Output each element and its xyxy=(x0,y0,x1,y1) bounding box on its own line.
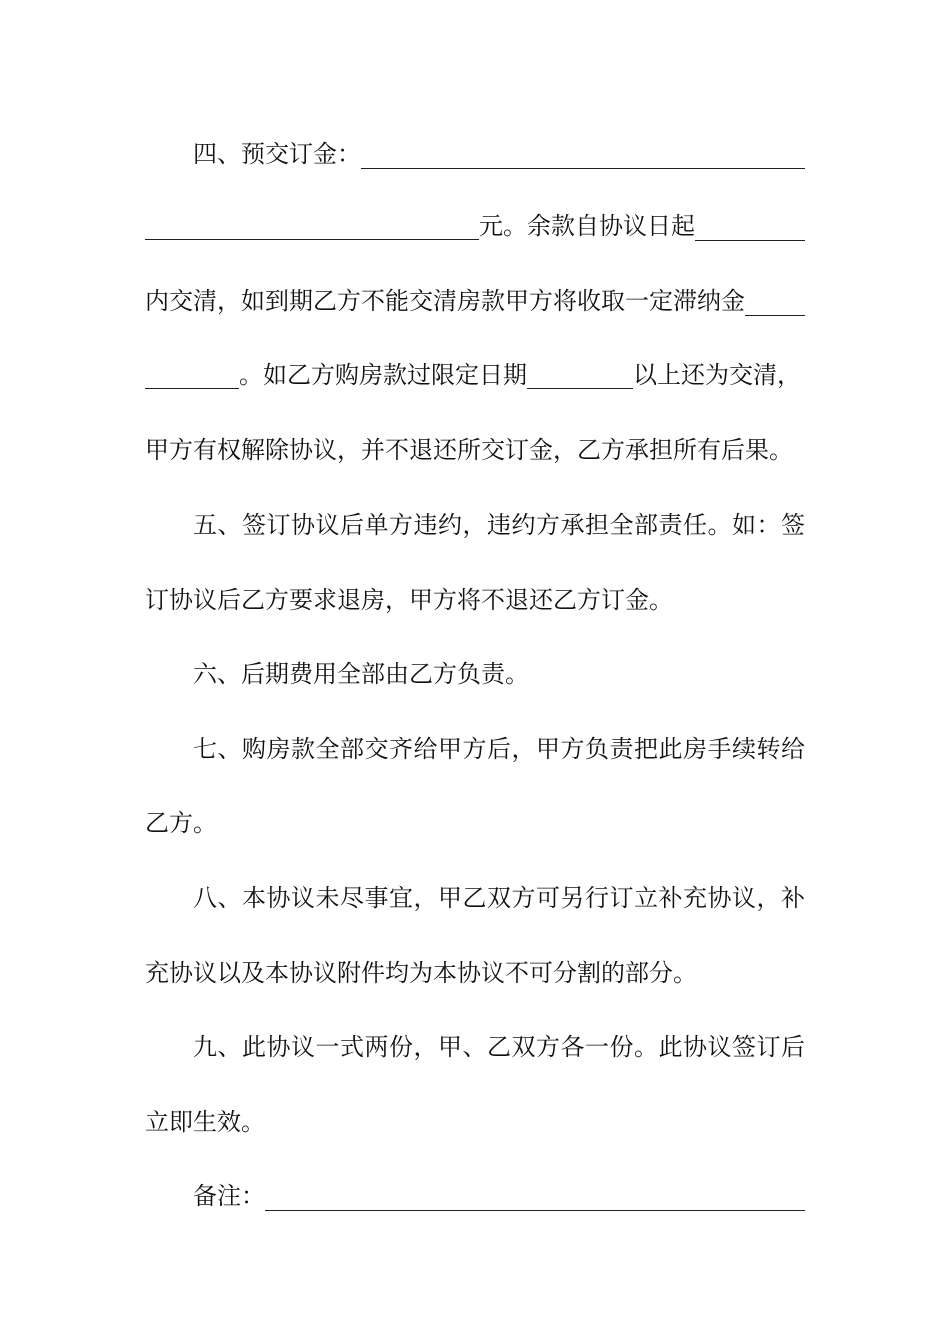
clause4-line1 xyxy=(193,134,805,174)
clause4-line5: 甲方有权解除协议，并不退还所交订金，乙方承担所有后果。 xyxy=(145,436,793,464)
clause4-line4 xyxy=(145,355,805,395)
clause4-line3-text: 内交清，如到期乙方不能交清房款甲方将收取一定滞纳金 xyxy=(145,287,745,315)
clause6-line1: 六、后期费用全部由乙方负责。 xyxy=(193,660,529,688)
clause4-line4b-text: 以上还为交清， xyxy=(633,361,801,389)
deposit-amount-blank-2[interactable] xyxy=(145,217,479,240)
remarks-label: 备注： xyxy=(193,1182,265,1210)
late-fee-blank[interactable] xyxy=(745,293,805,316)
remarks-blank[interactable] xyxy=(265,1188,805,1211)
clause8-line1: 八、本协议未尽事宜，甲乙双方可另行订立补充协议，补 xyxy=(193,884,805,912)
clause7-line1: 七、购房款全部交齐给甲方后，甲方负责把此房手续转给 xyxy=(193,735,805,763)
clause4-yuan-text: 元。余款自协议日起 xyxy=(479,212,695,240)
clause7-line2: 乙方。 xyxy=(145,809,217,837)
clause5-line2: 订协议后乙方要求退房，甲方将不退还乙方订金。 xyxy=(145,586,673,614)
clause9-line2: 立即生效。 xyxy=(145,1108,265,1136)
clause9-line1: 九、此协议一式两份，甲、乙双方各一份。此协议签订后 xyxy=(193,1033,805,1061)
clause4-line3 xyxy=(145,281,805,321)
remarks-line xyxy=(193,1176,805,1216)
clause8-line2: 充协议以及本协议附件均为本协议不可分割的部分。 xyxy=(145,959,697,987)
payment-period-blank[interactable] xyxy=(695,218,805,241)
late-fee-blank-2[interactable] xyxy=(145,366,239,389)
clause5-line1: 五、签订协议后单方违约，违约方承担全部责任。如：签 xyxy=(193,511,805,539)
clause4-line2 xyxy=(145,206,805,246)
clause4-label: 四、预交订金： xyxy=(193,140,361,168)
deadline-blank[interactable] xyxy=(527,366,633,389)
clause4-line4a-text: 。如乙方购房款过限定日期 xyxy=(239,361,527,389)
deposit-amount-blank[interactable] xyxy=(361,146,805,169)
